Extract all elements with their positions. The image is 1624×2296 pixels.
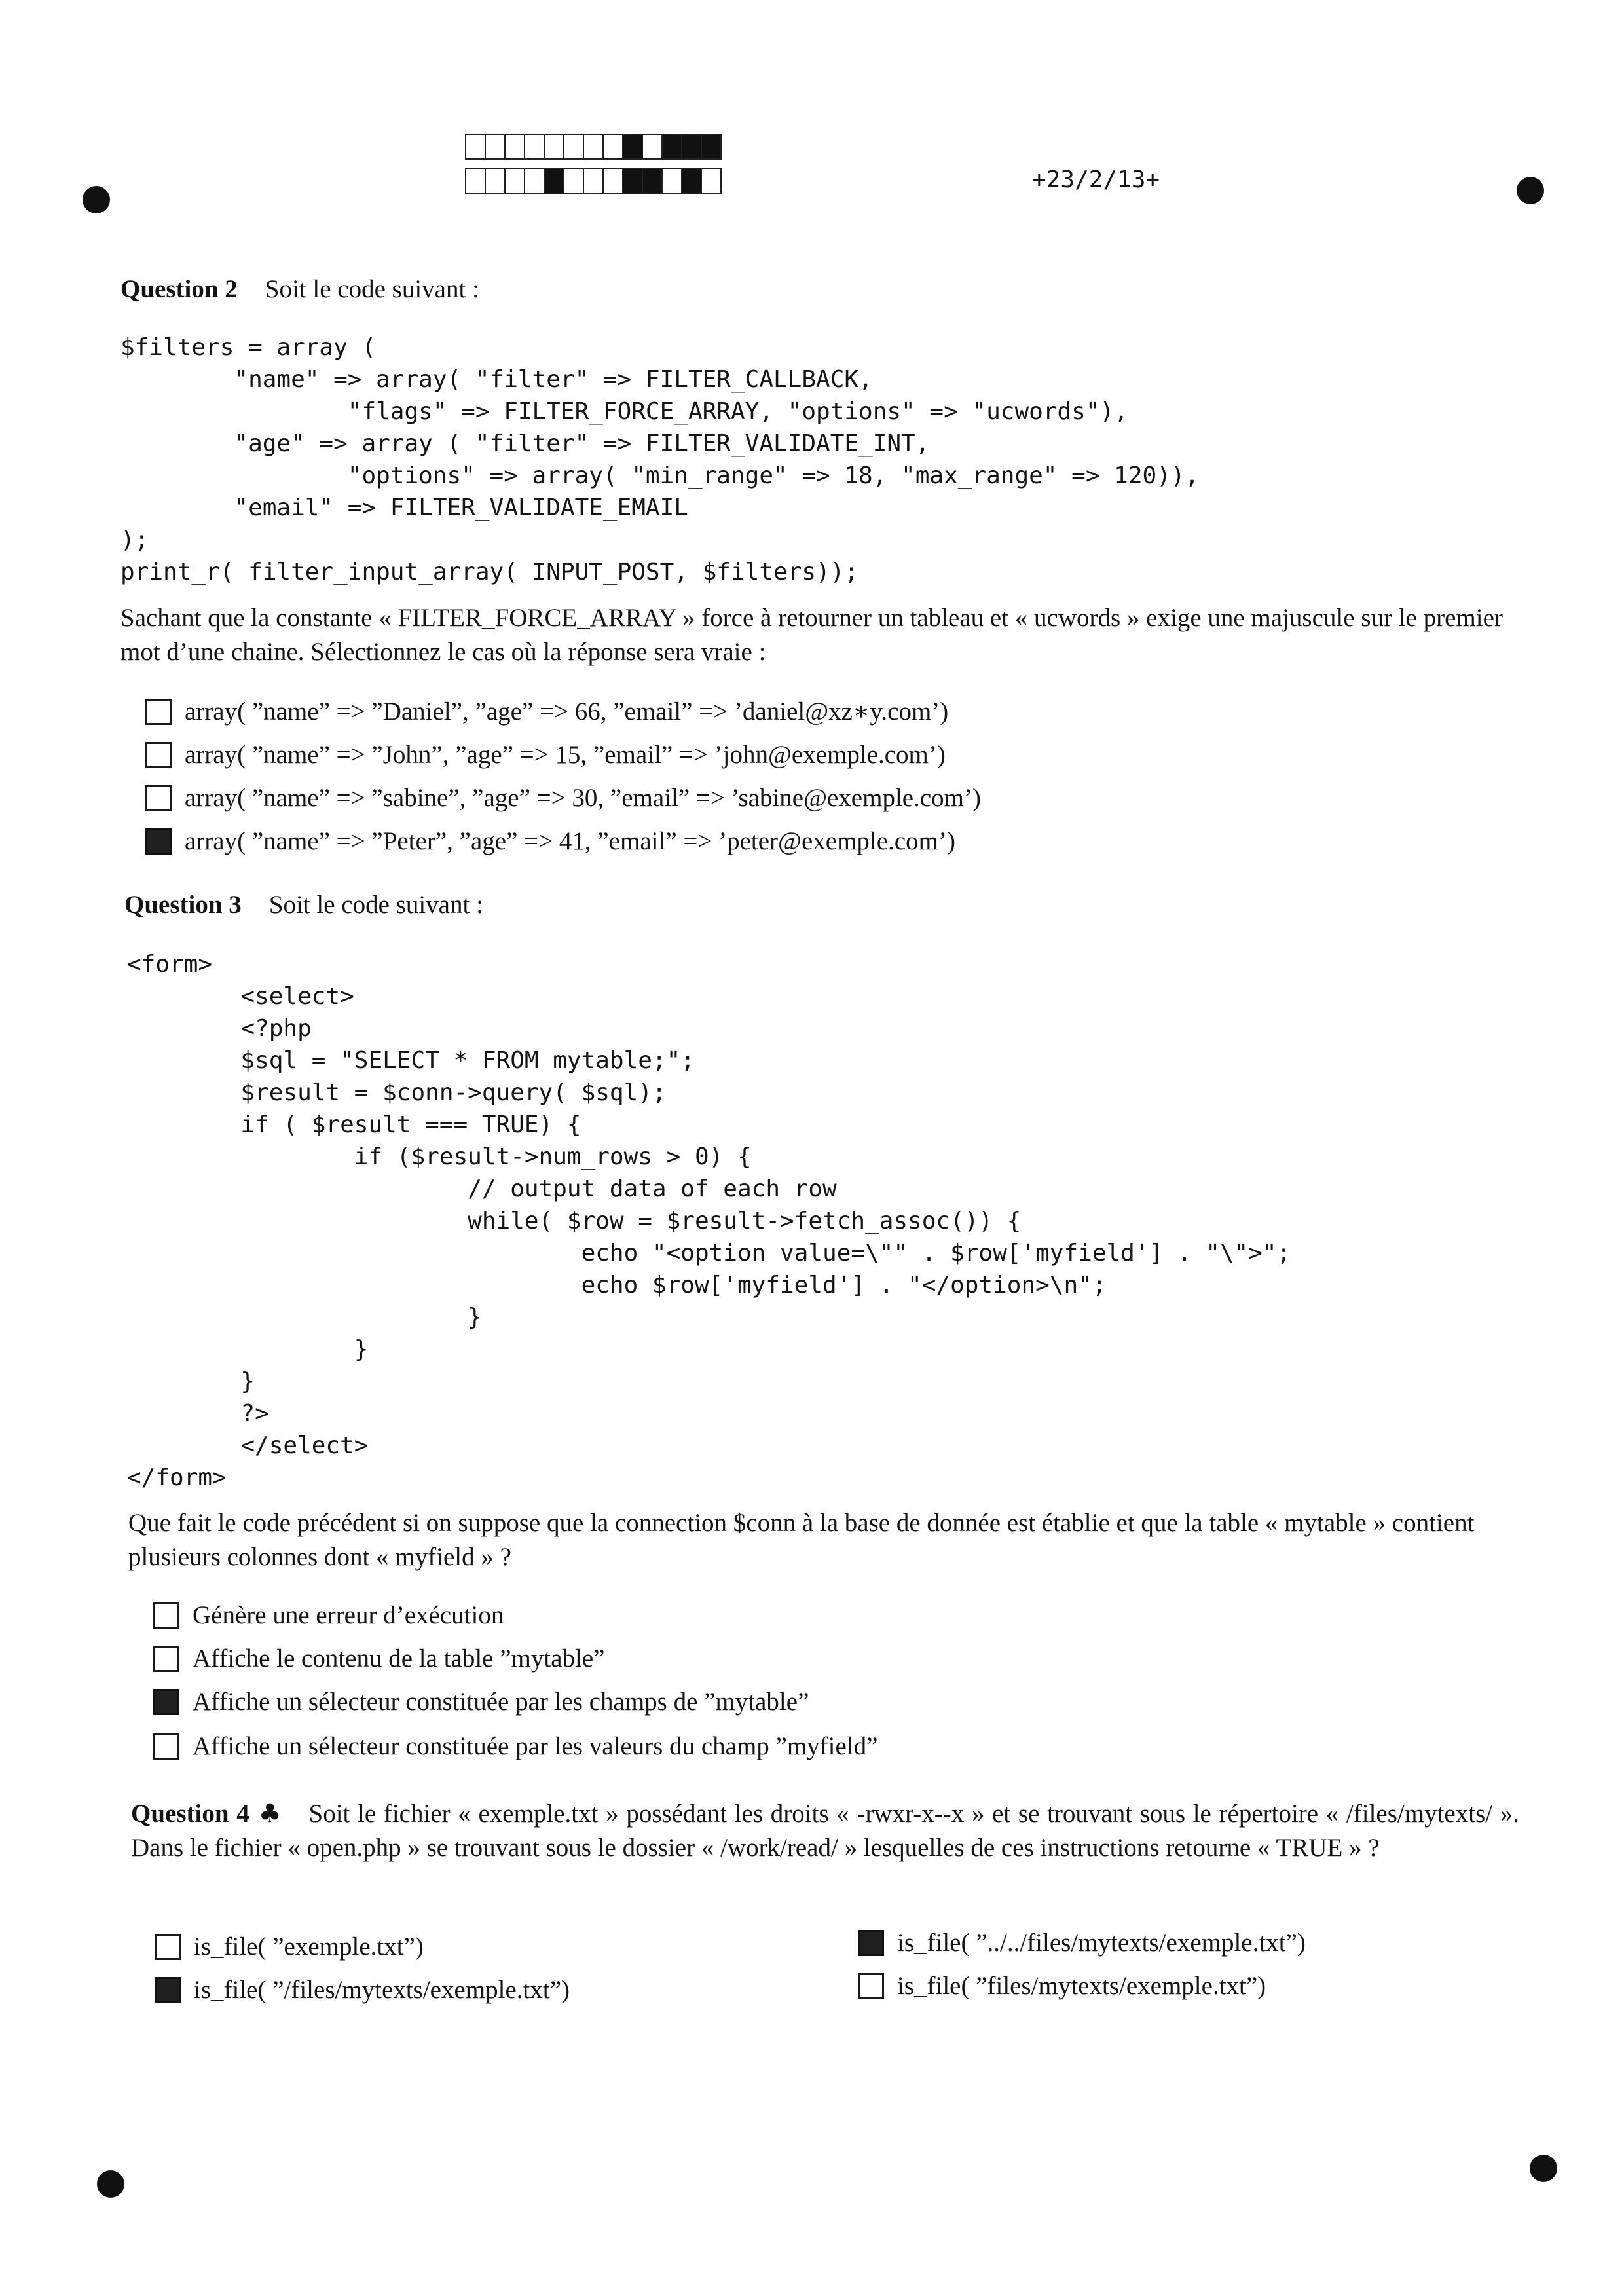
barcode-cell-empty [701, 168, 722, 194]
barcode-cell-empty [563, 134, 584, 160]
barcode-row-2 [465, 168, 720, 194]
checkbox[interactable] [155, 1934, 181, 1960]
question-3-option-4[interactable] [153, 1731, 877, 1761]
question-2-option-2[interactable] [145, 740, 946, 769]
question-3-intro: Soit le code suivant : [268, 891, 483, 919]
question-3-option-2[interactable] [153, 1644, 604, 1673]
option-label: array( ”name” => ”sabine”, ”age” => 30, ”email” => ’sabine@exemple.com’) [185, 784, 981, 812]
barcode-cell-empty [602, 134, 623, 160]
question-4-option-2[interactable] [155, 1975, 570, 2005]
question-2-header [120, 272, 479, 306]
checkbox-checked[interactable] [155, 1977, 181, 2003]
barcode-cell-filled [681, 168, 702, 194]
option-label: is_file( ”files/mytexts/exemple.txt”) [897, 1972, 1266, 2000]
checkbox-checked[interactable] [153, 1689, 179, 1715]
barcode-row-1 [465, 134, 720, 160]
question-3-option-3[interactable] [153, 1687, 809, 1716]
barcode-cell-empty [485, 134, 506, 160]
checkbox[interactable] [153, 1646, 179, 1672]
option-label: is_file( ”/files/mytexts/exemple.txt”) [194, 1976, 570, 2004]
question-4-title: Question 4 [131, 1800, 249, 1828]
question-4-text: Soit le fichier « exemple.txt » possédant les droits « -rwxr-x--x » et se trouvant sous le répertoire « /files/mytexts/ ». Dans le fichier « open.php » se trouvant sous le dossier « /work/read/ » lesquelles de ces instructions retourne « TRUE » ? [131, 1800, 1520, 1862]
checkbox[interactable] [858, 1973, 884, 1999]
option-label: Affiche un sélecteur constituée par les valeurs du champ ”myfield” [193, 1732, 878, 1760]
registration-mark-top-right [1517, 177, 1544, 204]
registration-mark-bottom-right [1530, 2155, 1557, 2182]
checkbox-checked[interactable] [858, 1930, 884, 1956]
barcode-cell-empty [465, 168, 486, 194]
question-2-prompt: Sachant que la constante « FILTER_FORCE_ARRAY » force à retourner un tableau et « ucwords » exige une majuscule sur le premier mot d’une chaine. Sélectionnez le cas où la réponse sera vraie : [120, 604, 1503, 666]
question-2-code: $filters = array ( "name" => array( "filter" => FILTER_CALLBACK, "flags" => FILTER_FORCE_ARRAY, "options" => "ucwords"), "age" => array ( "filter" => FILTER_VALIDATE_INT, "options" => array( "min_range" => 18, "max_range" => 120)), "email" => FILTER_VALIDATE_EMAIL ); print_r( filter_input_array( INPUT_POST, $filters)); [120, 334, 1200, 585]
option-label: is_file( ”../../files/mytexts/exemple.txt”) [897, 1929, 1306, 1957]
question-3-title: Question 3 [124, 891, 242, 919]
checkbox[interactable] [153, 1602, 179, 1629]
checkbox[interactable] [145, 785, 172, 811]
question-4-option-4[interactable] [858, 1971, 1266, 2001]
option-label: array( ”name” => ”John”, ”age” => 15, ”email” => ’john@exemple.com’) [185, 741, 946, 769]
question-2-option-1[interactable] [145, 697, 948, 726]
barcode-cell-empty [504, 168, 525, 194]
option-label: is_file( ”exemple.txt”) [194, 1933, 424, 1961]
barcode-cell-filled [701, 134, 722, 160]
barcode-cell-empty [661, 168, 682, 194]
checkbox[interactable] [153, 1733, 179, 1760]
barcode-cell-empty [465, 134, 486, 160]
registration-mark-top-left [83, 186, 110, 213]
barcode-cell-filled [661, 134, 682, 160]
barcode-cell-filled [544, 168, 564, 194]
question-2-intro: Soit le code suivant : [265, 275, 479, 303]
registration-mark-bottom-left [97, 2170, 124, 2198]
question-4-prompt [131, 1797, 1519, 1865]
barcode-cell-empty [583, 134, 604, 160]
barcode-cell-empty [504, 134, 525, 160]
question-3-code: <form> <select> <?php $sql = "SELECT * FROM mytable;"; $result = $conn->query( $sql); if ( $result === TRUE) { if ($result->num_rows > 0) { // output data of each row while( $row = $result->fetch_assoc()) { echo "<option value=\"" . $row['myfield'] . "\">"; echo $row['myfield'] . "</option>\n"; } } } ?> </select> </form> [127, 951, 1291, 1491]
option-label: Affiche un sélecteur constituée par les champs de ”mytable” [193, 1688, 809, 1716]
barcode-cell-empty [602, 168, 623, 194]
barcode-cell-empty [563, 168, 584, 194]
barcode-cell-empty [544, 134, 564, 160]
barcode-cell-filled [622, 168, 643, 194]
barcode-cell-empty [485, 168, 506, 194]
barcode-cell-filled [681, 134, 702, 160]
barcode-cell-empty [583, 168, 604, 194]
barcode-cell-empty [524, 168, 545, 194]
option-label: array( ”name” => ”Peter”, ”age” => 41, ”email” => ’peter@exemple.com’) [185, 827, 955, 855]
barcode-cell-empty [642, 134, 663, 160]
barcode-cell-filled [622, 134, 643, 160]
barcode-cell-empty [524, 134, 545, 160]
club-icon: ♣ [257, 1799, 283, 1828]
question-2-option-4[interactable] [145, 826, 955, 856]
question-4-option-3[interactable] [858, 1928, 1306, 1957]
question-2-title: Question 2 [120, 275, 238, 303]
option-label: array( ”name” => ”Daniel”, ”age” => 66, ”email” => ’daniel@xz∗y.com’) [185, 697, 949, 726]
question-3-option-1[interactable] [153, 1601, 504, 1630]
checkbox[interactable] [145, 699, 172, 725]
option-label: Affiche le contenu de la table ”mytable” [193, 1644, 605, 1673]
checkbox[interactable] [145, 742, 172, 768]
question-3-prompt: Que fait le code précédent si on suppose que la connection $conn à la base de donnée est établie et que la table « mytable » contient plusieurs colonnes dont « myfield » ? [128, 1509, 1475, 1571]
barcode-cell-filled [642, 168, 663, 194]
question-3-header [124, 888, 483, 922]
option-label: Génère une erreur d’exécution [193, 1601, 504, 1629]
page-code: +23/2/13+ [1032, 166, 1160, 193]
question-4-option-1[interactable] [155, 1932, 424, 1961]
question-2-option-3[interactable] [145, 783, 981, 813]
checkbox-checked[interactable] [145, 828, 172, 855]
